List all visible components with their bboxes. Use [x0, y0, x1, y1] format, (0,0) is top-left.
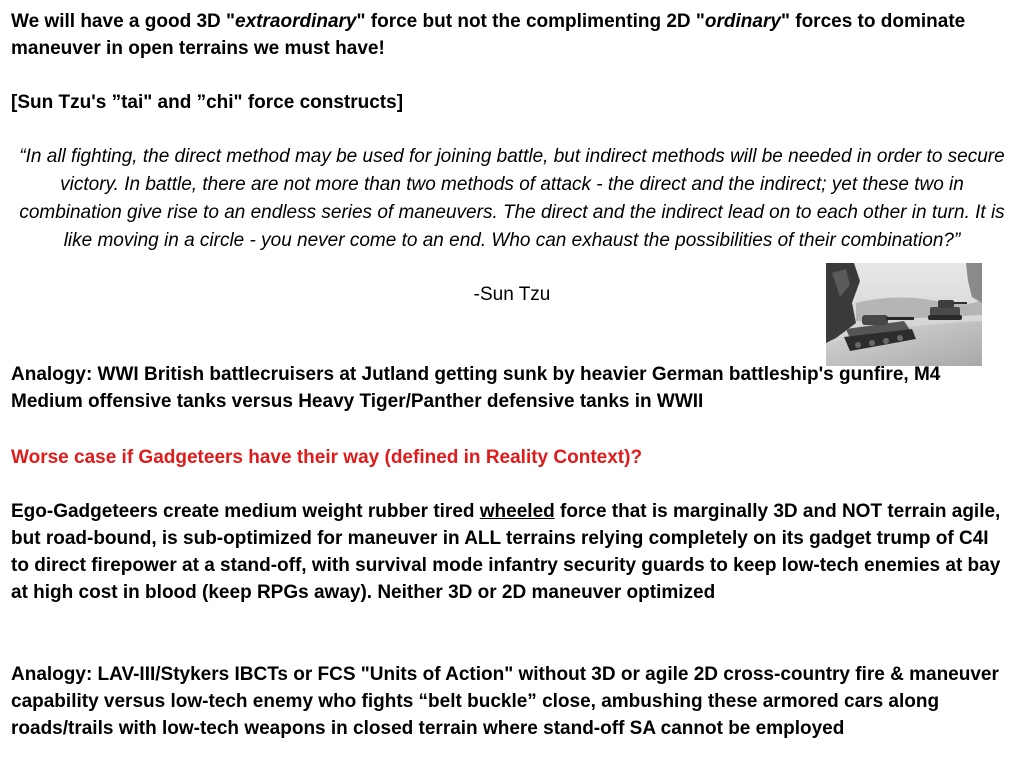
- worse-case-heading: Worse case if Gadgeteers have their way (defined in Reality Context)?: [11, 447, 643, 468]
- analogy-wwi-paragraph: Analogy: WWI British battlecruisers at Jutland getting sunk by heavier German battleship's gunfire, M4 Medium offensive tanks versus Heavy Tiger/Panther defensive tanks in WWII: [11, 364, 941, 412]
- tank-column-photo: [826, 263, 982, 366]
- intro-text-3: " forces to dominate maneuver in open terrains we must have!: [11, 11, 966, 59]
- wheeled-underlined: wheeled: [479, 501, 555, 522]
- analogy-lav-paragraph: Analogy: LAV-III/Stykers IBCTs or FCS "Units of Action" without 3D or agile 2D cross-country fire & maneuver capability versus low-tech enemy who fights “belt buckle” close, ambushing these armored cars along roads/trails with low-tech weapons in closed terrain where stand-off SA cannot be employed: [11, 664, 999, 739]
- sun-tzu-quote: “In all fighting, the direct method may be used for joining battle, but indirect methods will be needed in order to secure victory. In battle, there are not more than two methods of attack - the direct and the indirect; yet these two in combination give rise to an endless series of maneuvers. The direct and the indirect lead on to each other in turn. It is like moving in a circle - you never come to an end. Who can exhaust the possibilities of their combination?”: [19, 146, 1005, 251]
- constructs-heading: [Sun Tzu's ”tai" and ”chi" force constructs]: [11, 92, 404, 113]
- ego-text-after: force that is marginally 3D and NOT terrain agile, but road-bound, is sub-optimized for maneuver in ALL terrains relying completely on its gadget trump of C4I to direct firepower at a stand-off, with survival mode infantry security guards to keep low-tech enemies at bay at high cost in blood (keep RPGs away). Neither 3D or 2D maneuver optimized: [11, 501, 1001, 603]
- quote-author: -Sun Tzu: [473, 284, 551, 305]
- tank-photo-graphic: [826, 263, 982, 366]
- intro-text-2: " force but not the complimenting 2D ": [356, 11, 705, 32]
- intro-text-1: We will have a good 3D ": [11, 11, 236, 32]
- intro-paragraph: [11, 8, 1010, 62]
- ego-text-before: Ego-Gadgeteers create medium weight rubber tired: [11, 501, 480, 522]
- intro-extraordinary: extraordinary: [235, 11, 357, 32]
- intro-ordinary: ordinary: [704, 11, 781, 32]
- ego-gadgeteers-paragraph: [11, 498, 1010, 606]
